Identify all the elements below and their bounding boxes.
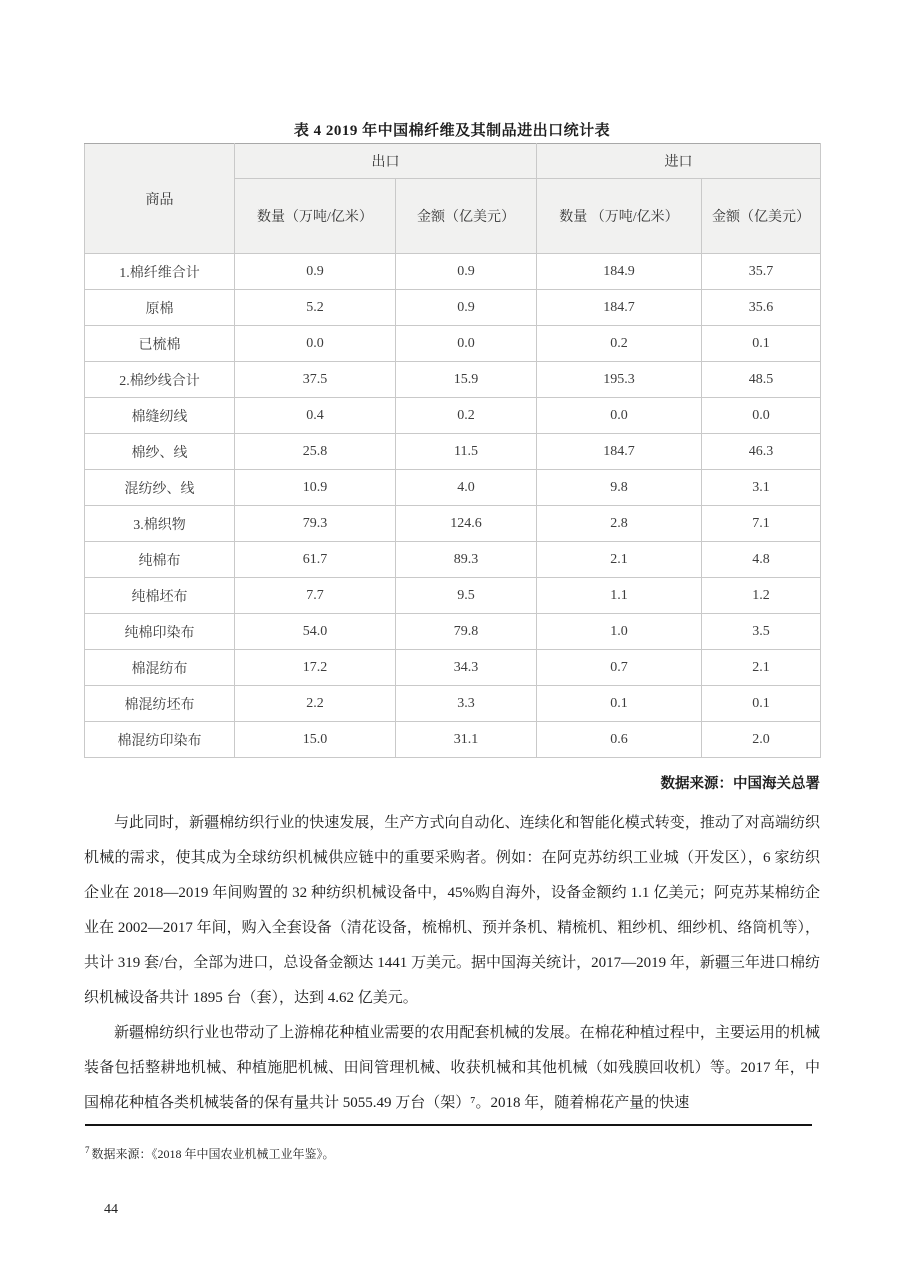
- cell-product: 棉混纺印染布: [85, 722, 235, 758]
- cell-import-qty: 1.1: [537, 578, 702, 614]
- cell-import-amount: 46.3: [702, 434, 821, 470]
- cell-import-qty: 0.2: [537, 326, 702, 362]
- table-title: 表 4 2019 年中国棉纤维及其制品进出口统计表: [293, 123, 611, 139]
- cell-export-amount: 0.9: [396, 290, 537, 326]
- cell-product: 棉混纺布: [85, 650, 235, 686]
- col-header-export-qty: 数量（万吨/亿米）: [235, 179, 396, 254]
- cell-product: 混纺纱、线: [85, 470, 235, 506]
- cell-export-amount: 0.0: [396, 326, 537, 362]
- cell-import-qty: 0.0: [537, 398, 702, 434]
- table-row: [85, 614, 821, 650]
- cell-import-amount: 35.7: [702, 254, 821, 290]
- cell-import-qty: 2.8: [537, 506, 702, 542]
- col-header-product: 商品: [85, 144, 235, 254]
- col-group-export: 出口: [235, 144, 537, 179]
- page-number: 44: [104, 1202, 118, 1217]
- cell-export-amount: 15.9: [396, 362, 537, 398]
- cell-import-amount: 2.1: [702, 650, 821, 686]
- cell-import-qty: 0.7: [537, 650, 702, 686]
- table-row: [85, 290, 821, 326]
- cell-export-amount: 34.3: [396, 650, 537, 686]
- cell-product: 纯棉坯布: [85, 578, 235, 614]
- cell-import-qty: 9.8: [537, 470, 702, 506]
- col-header-import-amount: 金额（亿美元）: [702, 179, 821, 254]
- col-header-export-amount: 金额（亿美元）: [396, 179, 537, 254]
- header-group-row: [85, 144, 821, 179]
- cell-export-qty: 25.8: [235, 434, 396, 470]
- cell-import-qty: 0.1: [537, 686, 702, 722]
- cell-import-qty: 184.7: [537, 290, 702, 326]
- table-row: [85, 578, 821, 614]
- cell-export-qty: 2.2: [235, 686, 396, 722]
- cell-import-amount: 0.1: [702, 326, 821, 362]
- table-row: [85, 686, 821, 722]
- import-export-table: [84, 143, 821, 758]
- cell-product: 已梳棉: [85, 326, 235, 362]
- cell-import-qty: 195.3: [537, 362, 702, 398]
- cell-import-qty: 2.1: [537, 542, 702, 578]
- cell-import-amount: 3.1: [702, 470, 821, 506]
- cell-export-qty: 5.2: [235, 290, 396, 326]
- cell-import-amount: 35.6: [702, 290, 821, 326]
- cell-import-amount: 2.0: [702, 722, 821, 758]
- cell-product: 棉混纺坯布: [85, 686, 235, 722]
- cell-import-qty: 0.6: [537, 722, 702, 758]
- cell-export-amount: 89.3: [396, 542, 537, 578]
- cell-import-amount: 0.1: [702, 686, 821, 722]
- cell-product: 棉缝纫线: [85, 398, 235, 434]
- table-row: [85, 650, 821, 686]
- cell-import-amount: 7.1: [702, 506, 821, 542]
- cell-export-amount: 124.6: [396, 506, 537, 542]
- footnote: [85, 1141, 812, 1163]
- table-row: [85, 398, 821, 434]
- col-group-import: 进口: [537, 144, 821, 179]
- cell-product: 1.棉纤维合计: [85, 254, 235, 290]
- cell-export-qty: 0.4: [235, 398, 396, 434]
- table-header: [85, 144, 821, 254]
- table-source-note: 数据来源：中国海关总署: [660, 776, 820, 792]
- cell-export-amount: 3.3: [396, 686, 537, 722]
- col-header-import-qty: 数量 （万吨/亿米）: [537, 179, 702, 254]
- footnote-text: 数据来源：《2018 年中国农业机械工业年鉴》。: [91, 1147, 335, 1161]
- cell-export-amount: 9.5: [396, 578, 537, 614]
- cell-export-qty: 0.0: [235, 326, 396, 362]
- cell-product: 原棉: [85, 290, 235, 326]
- cell-export-amount: 31.1: [396, 722, 537, 758]
- cell-export-amount: 0.2: [396, 398, 537, 434]
- table-row: [85, 434, 821, 470]
- cell-export-qty: 79.3: [235, 506, 396, 542]
- cell-export-qty: 17.2: [235, 650, 396, 686]
- cell-export-qty: 15.0: [235, 722, 396, 758]
- cell-export-qty: 10.9: [235, 470, 396, 506]
- cell-export-qty: 61.7: [235, 542, 396, 578]
- paragraph-1: 与此同时，新疆棉纺织行业的快速发展，生产方式向自动化、连续化和智能化模式转变，推动了对高端纺织机械的需求，使其成为全球纺织机械供应链中的重要采购者。例如：在阿克苏纺织工业城（开发区），6 家纺织企业在 2018—2019 年间购置的 32 种纺织机械设备中，45%购自海外，设备金额约 1.1 亿美元；阿克苏某棉纺企业在 2002—2017 年间，购入全套设备（清花设备，梳棉机、预并条机、精梳机、粗纱机、细纱机、络筒机等），共计 319 套/台，全部为进口，总设备金额达 1441 万美元。据中国海关统计，2017—2019 年，新疆三年进口棉纺织机械设备共计 1895 台（套），达到 4.62 亿美元。: [84, 815, 820, 1006]
- body-text: [84, 806, 820, 1121]
- paragraph-2: 新疆棉纺织行业也带动了上游棉花种植业需要的农用配套机械的发展。在棉花种植过程中，主要运用的机械装备包括整耕地机械、种植施肥机械、田间管理机械、收获机械和其他机械（如残膜回收机）等。2017 年，中国棉花种植各类机械装备的保有量共计 5055.49 万台（架）⁷。2018 年，随着棉花产量的快速: [84, 1025, 820, 1111]
- cell-product: 3.棉织物: [85, 506, 235, 542]
- cell-import-qty: 1.0: [537, 614, 702, 650]
- table-row: [85, 254, 821, 290]
- cell-import-amount: 1.2: [702, 578, 821, 614]
- cell-export-qty: 0.9: [235, 254, 396, 290]
- table-row: [85, 470, 821, 506]
- table-row: [85, 542, 821, 578]
- cell-export-amount: 11.5: [396, 434, 537, 470]
- cell-import-amount: 4.8: [702, 542, 821, 578]
- cell-export-amount: 0.9: [396, 254, 537, 290]
- cell-import-amount: 48.5: [702, 362, 821, 398]
- cell-import-amount: 0.0: [702, 398, 821, 434]
- footnote-divider: [85, 1124, 812, 1126]
- footnote-marker: 7: [85, 1145, 90, 1155]
- cell-import-qty: 184.9: [537, 254, 702, 290]
- table-row: [85, 362, 821, 398]
- cell-import-amount: 3.5: [702, 614, 821, 650]
- table-row: [85, 722, 821, 758]
- table-body: [85, 254, 821, 758]
- cell-product: 纯棉布: [85, 542, 235, 578]
- table-row: [85, 326, 821, 362]
- cell-product: 2.棉纱线合计: [85, 362, 235, 398]
- cell-product: 棉纱、线: [85, 434, 235, 470]
- cell-export-qty: 37.5: [235, 362, 396, 398]
- table-row: [85, 506, 821, 542]
- cell-import-qty: 184.7: [537, 434, 702, 470]
- cell-product: 纯棉印染布: [85, 614, 235, 650]
- cell-export-amount: 4.0: [396, 470, 537, 506]
- cell-export-qty: 7.7: [235, 578, 396, 614]
- cell-export-amount: 79.8: [396, 614, 537, 650]
- cell-export-qty: 54.0: [235, 614, 396, 650]
